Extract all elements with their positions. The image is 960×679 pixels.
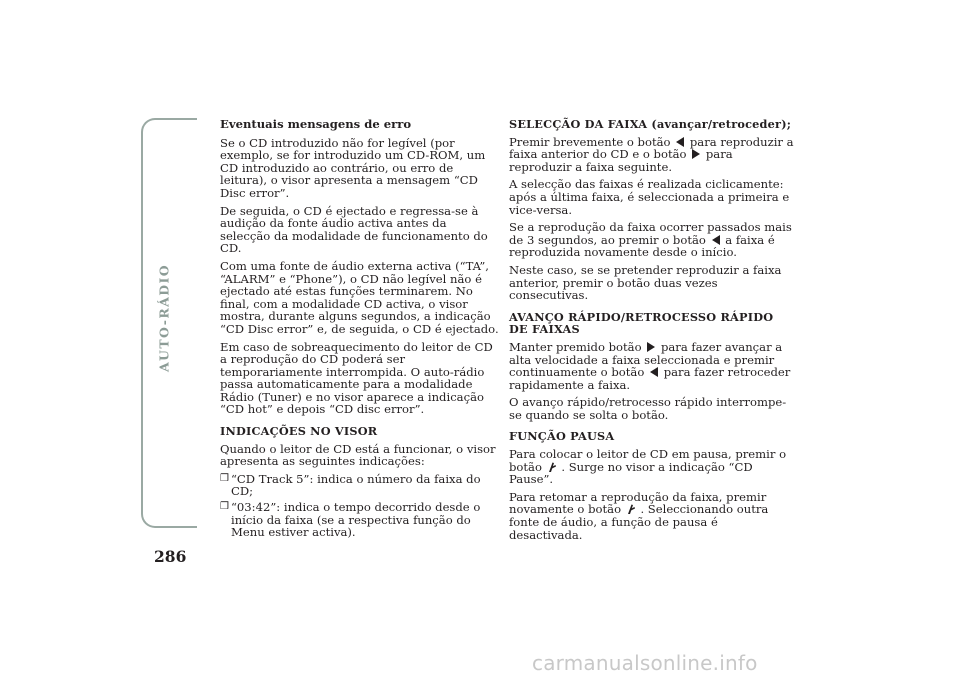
triangle-left-icon bbox=[650, 367, 658, 377]
paragraph: Quando o leitor de CD está a funcionar, o visor apresenta as seguintes indicações: bbox=[220, 441, 496, 469]
text-span: Para colocar o leitor de CD em pausa, premir o botão bbox=[509, 447, 787, 474]
text-span: a faixa é reproduzida novamente desde o início. bbox=[509, 232, 775, 260]
pause-function-heading: FUNÇÃO PAUSA bbox=[509, 429, 615, 444]
text-span: Manter premido botão bbox=[509, 339, 642, 354]
paragraph bbox=[509, 448, 794, 486]
page-number: 286 bbox=[154, 547, 187, 566]
text-span: para reproduzir a faixa seguinte. bbox=[509, 147, 733, 174]
text-span: para fazer avançar a alta velocidade a faixa seleccionada e premir continuamente o botão bbox=[509, 339, 783, 380]
paragraph: Neste caso, se se pretender reproduzir a faixa anterior, premir o botão duas vezes consecutivas. bbox=[509, 262, 782, 303]
section-title: AUTO-RÁDIO bbox=[156, 263, 172, 373]
track-selection-heading: SELECÇÃO DA FAIXA (avançar/retroceder); bbox=[509, 117, 792, 131]
text-span: Premir brevemente o botão bbox=[509, 134, 671, 149]
checkbox-bullet-icon: ❒ bbox=[220, 472, 229, 484]
right-column bbox=[509, 118, 794, 546]
text-span: para fazer retroceder rapidamente a faixa. bbox=[509, 365, 791, 392]
pause-mute-icon bbox=[625, 503, 637, 515]
text-span: para reproduzir a faixa anterior do CD e o botão bbox=[509, 134, 794, 162]
triangle-right-icon bbox=[647, 342, 655, 352]
fast-forward-heading: AVANÇO RÁPIDO/RETROCESSO RÁPIDO DE FAIXAS bbox=[509, 309, 774, 337]
text-span: Para retomar a reprodução da faixa, premir novamente o botão bbox=[509, 489, 767, 517]
error-messages-subhead: Eventuais mensagens de erro bbox=[220, 117, 412, 131]
text-span: . Seleccionando outra fonte de áudio, a função de pausa é desactivada. bbox=[509, 502, 769, 542]
paragraph: De seguida, o CD é ejectado e regressa-se à audição da fonte áudio activa antes da selecção da modalidade de funcionamento do CD. bbox=[220, 203, 488, 256]
triangle-right-icon bbox=[692, 149, 700, 159]
paragraph: Se o CD introduzido não for legível (por exemplo, se for introduzido um CD-ROM, um CD introduzido ao contrário, ou erro de leitura), o visor apresenta a mensagem “CD Disc error”. bbox=[220, 135, 486, 200]
paragraph bbox=[509, 341, 794, 391]
triangle-left-icon bbox=[712, 235, 720, 245]
left-column bbox=[220, 118, 500, 542]
text-span: . Surge no visor a indicação “CD Pause”. bbox=[509, 459, 753, 487]
paragraph bbox=[509, 136, 794, 174]
list-item-text: “CD Track 5”: indica o número da faixa do CD; bbox=[231, 471, 481, 499]
pause-mute-icon bbox=[546, 461, 558, 473]
paragraph: Com uma fonte de áudio externa activa (“TA”, “ALARM” e “Phone”), o CD não legível não é ejectado até estas funções terminarem. No final, com a modalidade CD activa, o visor mostra, durante alguns segundos, a indicação “CD Disc error” e, de seguida, o CD é ejectado. bbox=[220, 258, 499, 336]
list-item bbox=[220, 473, 500, 498]
paragraph: O avanço rápido/retrocesso rápido interrompe-se quando se solta o botão. bbox=[509, 395, 787, 422]
paragraph bbox=[509, 221, 794, 259]
text-span: Se a reprodução da faixa ocorrer passados mais de 3 segundos, ao premir o botão bbox=[509, 220, 792, 247]
display-indications-heading: INDICAÇÕES NO VISOR bbox=[220, 424, 378, 439]
list-item bbox=[220, 501, 500, 539]
paragraph: A selecção das faixas é realizada ciclicamente: após a última faixa, é seleccionada a primeira e vice-versa. bbox=[509, 177, 790, 217]
paragraph bbox=[509, 491, 794, 541]
triangle-left-icon bbox=[676, 137, 684, 147]
watermark: carmanualsonline.info bbox=[532, 651, 758, 675]
checkbox-bullet-icon: ❒ bbox=[220, 501, 229, 513]
list-item-text: “03:42”: indica o tempo decorrido desde o início da faixa (se a respectiva função do Menu estiver activa). bbox=[231, 500, 481, 540]
paragraph: Em caso de sobreaquecimento do leitor de CD a reprodução do CD poderá ser temporariamente interrompida. O auto-rádio passa automaticamente para a modalidade Rádio (Tuner) e no visor aparece a indicação “CD hot” e depois “CD disc error”. bbox=[220, 339, 493, 417]
